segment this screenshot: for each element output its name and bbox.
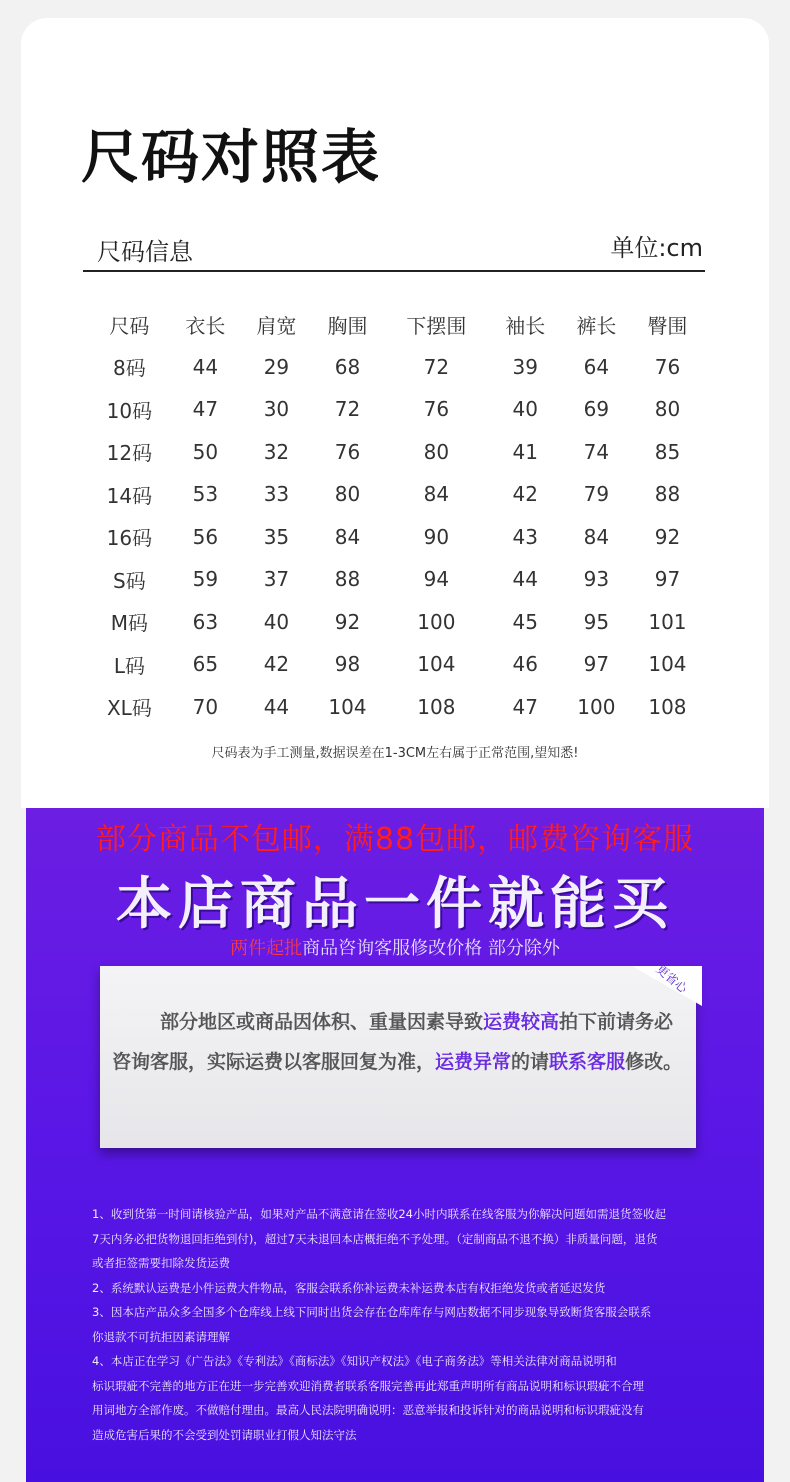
table-header-row bbox=[89, 303, 703, 346]
header-cell: 袖长 bbox=[505, 313, 546, 338]
measurement-cell: 100 bbox=[417, 609, 456, 634]
size-cell: XL码 bbox=[106, 696, 152, 721]
rule-line: 3、因本店产品众多全国多个仓库线上线下同时出货会存在仓库库存与网店数据不同步现象导致断货客服会联系 bbox=[92, 1305, 652, 1319]
store-rules bbox=[92, 1202, 712, 1447]
measurement-cell: 97 bbox=[654, 567, 681, 592]
measurement-cell: 88 bbox=[334, 567, 361, 592]
table-row bbox=[89, 601, 703, 644]
measurement-cell: 90 bbox=[423, 524, 450, 549]
measurement-cell: 40 bbox=[512, 397, 538, 422]
measurement-cell: 44 bbox=[192, 354, 219, 379]
size-cell: 16码 bbox=[106, 526, 153, 551]
size-table bbox=[89, 303, 703, 728]
header-divider bbox=[83, 270, 705, 272]
promo-subline bbox=[26, 934, 764, 960]
shipping-notice-box bbox=[100, 961, 696, 1148]
unit-label: 单位:cm bbox=[610, 234, 703, 262]
measurement-cell: 76 bbox=[654, 354, 681, 379]
measurement-cell: 104 bbox=[328, 694, 367, 719]
measurement-cell: 45 bbox=[512, 609, 538, 634]
measurement-cell: 85 bbox=[654, 439, 681, 464]
measurement-cell: 50 bbox=[192, 439, 219, 464]
measurement-cell: 79 bbox=[583, 482, 610, 507]
notice-highlight: 运费较高 bbox=[483, 1011, 560, 1033]
measurement-cell: 93 bbox=[583, 567, 610, 592]
measurement-cell: 47 bbox=[192, 397, 219, 422]
measurement-cell: 84 bbox=[334, 524, 361, 549]
table-row bbox=[89, 388, 703, 431]
shipping-notice: 部分商品不包邮，满88包邮，邮费咨询客服 bbox=[95, 822, 695, 857]
measurement-cell: 68 bbox=[334, 354, 361, 379]
measurement-cell: 64 bbox=[583, 354, 610, 379]
header-cell: 衣长 bbox=[185, 313, 226, 338]
measurement-cell: 72 bbox=[334, 397, 361, 422]
size-cell: 10码 bbox=[106, 398, 153, 423]
measurement-cell: 35 bbox=[263, 524, 290, 549]
measurement-cell: 39 bbox=[512, 354, 538, 379]
header-cell: 下摆围 bbox=[406, 313, 467, 338]
rule-line: 你退款不可抗拒因素请理解 bbox=[92, 1329, 230, 1344]
measurement-cell: 97 bbox=[583, 652, 610, 677]
size-info-label: 尺码信息 bbox=[97, 238, 193, 266]
measurement-cell: 56 bbox=[192, 524, 219, 549]
promo-banner bbox=[26, 808, 764, 1482]
rule-line: 4、本店正在学习《广告法》《专利法》《商标法》《知识产权法》《电子商务法》等相关法律对商品说明和 bbox=[92, 1354, 617, 1368]
measurement-cell: 47 bbox=[512, 694, 538, 719]
measurement-cell: 32 bbox=[263, 439, 290, 464]
measurement-cell: 101 bbox=[648, 609, 687, 634]
size-cell: M码 bbox=[110, 611, 149, 636]
measurement-cell: 42 bbox=[512, 482, 538, 507]
header-cell: 尺码 bbox=[109, 313, 150, 338]
measurement-cell: 37 bbox=[263, 567, 290, 592]
measurement-cell: 63 bbox=[192, 609, 219, 634]
size-cell: L码 bbox=[113, 653, 145, 678]
corner-ribbon-label: 更省心 bbox=[653, 961, 690, 996]
table-row bbox=[89, 686, 703, 729]
measurement-cell: 92 bbox=[654, 524, 681, 549]
measurement-cell: 80 bbox=[423, 439, 450, 464]
notice-highlight: 运费异常 bbox=[435, 1051, 512, 1073]
measurement-cell: 94 bbox=[423, 567, 450, 592]
size-cell: 14码 bbox=[106, 483, 153, 508]
size-table-body bbox=[89, 346, 703, 729]
measurement-cell: 92 bbox=[334, 609, 361, 634]
size-cell: 8码 bbox=[113, 356, 146, 381]
measurement-cell: 41 bbox=[512, 439, 538, 464]
notice-text-part: 的请 bbox=[511, 1051, 550, 1073]
measurement-cell: 44 bbox=[263, 694, 290, 719]
notice-highlight: 联系客服 bbox=[549, 1051, 626, 1073]
measurement-cell: 104 bbox=[648, 652, 687, 677]
measurement-cell: 80 bbox=[334, 482, 361, 507]
table-row bbox=[89, 473, 703, 516]
table-row bbox=[89, 558, 703, 601]
measurement-cell: 44 bbox=[512, 567, 538, 592]
measurement-cell: 84 bbox=[583, 524, 610, 549]
notice-text bbox=[112, 1002, 686, 1082]
measurement-cell: 30 bbox=[263, 397, 290, 422]
promo-headline: 本店商品一件就能买 bbox=[116, 872, 674, 937]
measurement-cell: 76 bbox=[423, 397, 450, 422]
measurement-cell: 84 bbox=[423, 482, 450, 507]
measurement-cell: 33 bbox=[263, 482, 290, 507]
measurement-cell: 59 bbox=[192, 567, 219, 592]
size-chart-card bbox=[21, 18, 769, 808]
table-row bbox=[89, 346, 703, 389]
rule-line: 标识瑕疵不完善的地方正在进一步完善欢迎消费者联系客服完善再此郑重声明所有商品说明和标识瑕疵不合理 bbox=[92, 1378, 644, 1393]
measurement-cell: 69 bbox=[583, 397, 610, 422]
measurement-cell: 65 bbox=[192, 652, 219, 677]
notice-text-part: 拍下前请务必咨询客服，实际运费以客服回复为准， bbox=[112, 1011, 674, 1073]
rule-line: 2、系统默认运费是小件运费大件物品，客服会联系你补运费未补运费本店有权拒绝发货或者延迟发货 bbox=[92, 1280, 606, 1295]
promo-sub-text: 商品咨询客服修改价格 部分除外 bbox=[302, 938, 560, 959]
measurement-note: 尺码表为手工测量,数据误差在1-3CM左右属于正常范围,望知悉! bbox=[211, 746, 579, 761]
rule-line: 1、收到货第一时间请核验产品，如果对产品不满意请在签收24小时内联系在线客服为你解决问题如需退货签收起 bbox=[92, 1207, 666, 1221]
measurement-cell: 43 bbox=[512, 524, 538, 549]
measurement-cell: 80 bbox=[654, 397, 681, 422]
measurement-cell: 76 bbox=[334, 439, 361, 464]
rule-line: 或者拒签需要扣除发货运费 bbox=[92, 1256, 230, 1270]
measurement-cell: 88 bbox=[654, 482, 681, 507]
measurement-cell: 72 bbox=[423, 354, 450, 379]
measurement-cell: 98 bbox=[334, 652, 361, 677]
size-cell: S码 bbox=[113, 568, 146, 593]
notice-text-part: 修改。 bbox=[625, 1051, 683, 1073]
measurement-cell: 74 bbox=[583, 439, 610, 464]
header-cell: 肩宽 bbox=[256, 313, 297, 338]
header-cell: 裤长 bbox=[576, 313, 617, 338]
size-cell: 12码 bbox=[106, 441, 153, 466]
rule-line: 造成危害后果的不会受到处罚请职业打假人知法守法 bbox=[92, 1427, 357, 1442]
header-cell: 胸围 bbox=[327, 313, 368, 338]
measurement-cell: 42 bbox=[263, 652, 290, 677]
table-row bbox=[89, 516, 703, 559]
table-row bbox=[89, 431, 703, 474]
measurement-cell: 46 bbox=[512, 652, 538, 677]
measurement-cell: 108 bbox=[417, 694, 456, 719]
measurement-cell: 100 bbox=[577, 694, 616, 719]
measurement-cell: 95 bbox=[583, 609, 610, 634]
measurement-cell: 108 bbox=[648, 694, 687, 719]
promo-sub-highlight: 两件起批 bbox=[230, 938, 303, 959]
notice-text-part: 部分地区或商品因体积、重量因素导致 bbox=[160, 1011, 484, 1033]
header-cell: 臀围 bbox=[647, 313, 688, 338]
measurement-cell: 70 bbox=[192, 694, 219, 719]
measurement-cell: 104 bbox=[417, 652, 456, 677]
rule-line: 7天内务必把货物退回拒绝到付)，超过7天未退回本店概拒绝不予处理。（定制商品不退不换）非质量问题，退货 bbox=[92, 1231, 658, 1246]
page-title: 尺码对照表 bbox=[81, 123, 382, 191]
measurement-cell: 53 bbox=[192, 482, 219, 507]
table-row bbox=[89, 643, 703, 686]
measurement-cell: 29 bbox=[263, 354, 290, 379]
rule-line: 用词地方全部作废。不做赔付理由。最高人民法院明确说明：恶意举报和投诉针对的商品说明和标识瑕疵没有 bbox=[92, 1403, 644, 1417]
measurement-cell: 40 bbox=[263, 609, 290, 634]
